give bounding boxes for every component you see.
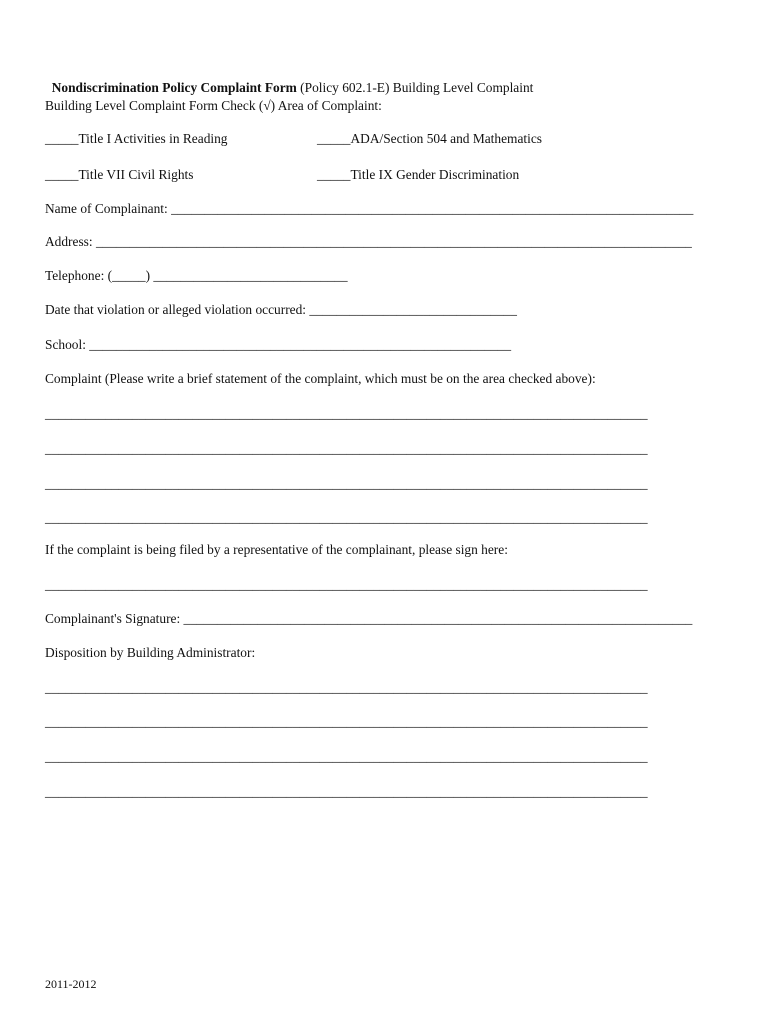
area-option-ada-504[interactable]: _____ADA/Section 504 and Mathematics xyxy=(317,131,542,146)
disposition-line[interactable]: __________________________________________________________________________________________ xyxy=(45,680,648,695)
disposition-label: Disposition by Building Administrator: xyxy=(45,645,256,660)
disposition-line[interactable]: __________________________________________________________________________________________ xyxy=(45,749,648,764)
disposition-line[interactable]: __________________________________________________________________________________________ xyxy=(45,714,648,729)
representative-signature-line[interactable]: __________________________________________________________________________________________ xyxy=(45,577,648,592)
violation-date-field[interactable]: Date that violation or alleged violation occurred: _______________________________ xyxy=(45,302,517,317)
check-area-instruction: Building Level Complaint Form Check (√) Area of Complaint: xyxy=(45,98,382,113)
area-option-title-i[interactable]: _____Title I Activities in Reading xyxy=(45,131,228,146)
form-title xyxy=(45,64,533,96)
area-option-title-ix[interactable]: _____Title IX Gender Discrimination xyxy=(317,167,520,182)
form-title-rest: (Policy 602.1-E) Building Level Complaint xyxy=(296,80,534,95)
complainant-name-field[interactable]: Name of Complainant: ______________________________________________________________________________ xyxy=(45,201,694,216)
complainant-signature-field[interactable]: Complainant's Signature: ____________________________________________________________________________ xyxy=(45,611,693,626)
complaint-line[interactable]: __________________________________________________________________________________________ xyxy=(45,441,648,456)
school-field[interactable]: School: _______________________________________________________________ xyxy=(45,337,512,352)
complaint-prompt: Complaint (Please write a brief statement of the complaint, which must be on the area checked above): xyxy=(45,371,596,386)
disposition-line[interactable]: __________________________________________________________________________________________ xyxy=(45,784,648,799)
footer-year: 2011-2012 xyxy=(45,977,97,991)
complaint-line[interactable]: __________________________________________________________________________________________ xyxy=(45,476,648,491)
representative-prompt: If the complaint is being filed by a representative of the complainant, please sign here: xyxy=(45,542,508,557)
address-field[interactable]: Address: _________________________________________________________________________________________ xyxy=(45,234,692,249)
telephone-field[interactable]: Telephone: (_____) _____________________________ xyxy=(45,268,348,283)
complaint-line[interactable]: __________________________________________________________________________________________ xyxy=(45,510,648,525)
form-title-bold: Nondiscrimination Policy Complaint Form xyxy=(51,80,297,95)
complaint-line[interactable]: __________________________________________________________________________________________ xyxy=(45,406,648,421)
area-option-title-vii[interactable]: _____Title VII Civil Rights xyxy=(45,167,194,182)
